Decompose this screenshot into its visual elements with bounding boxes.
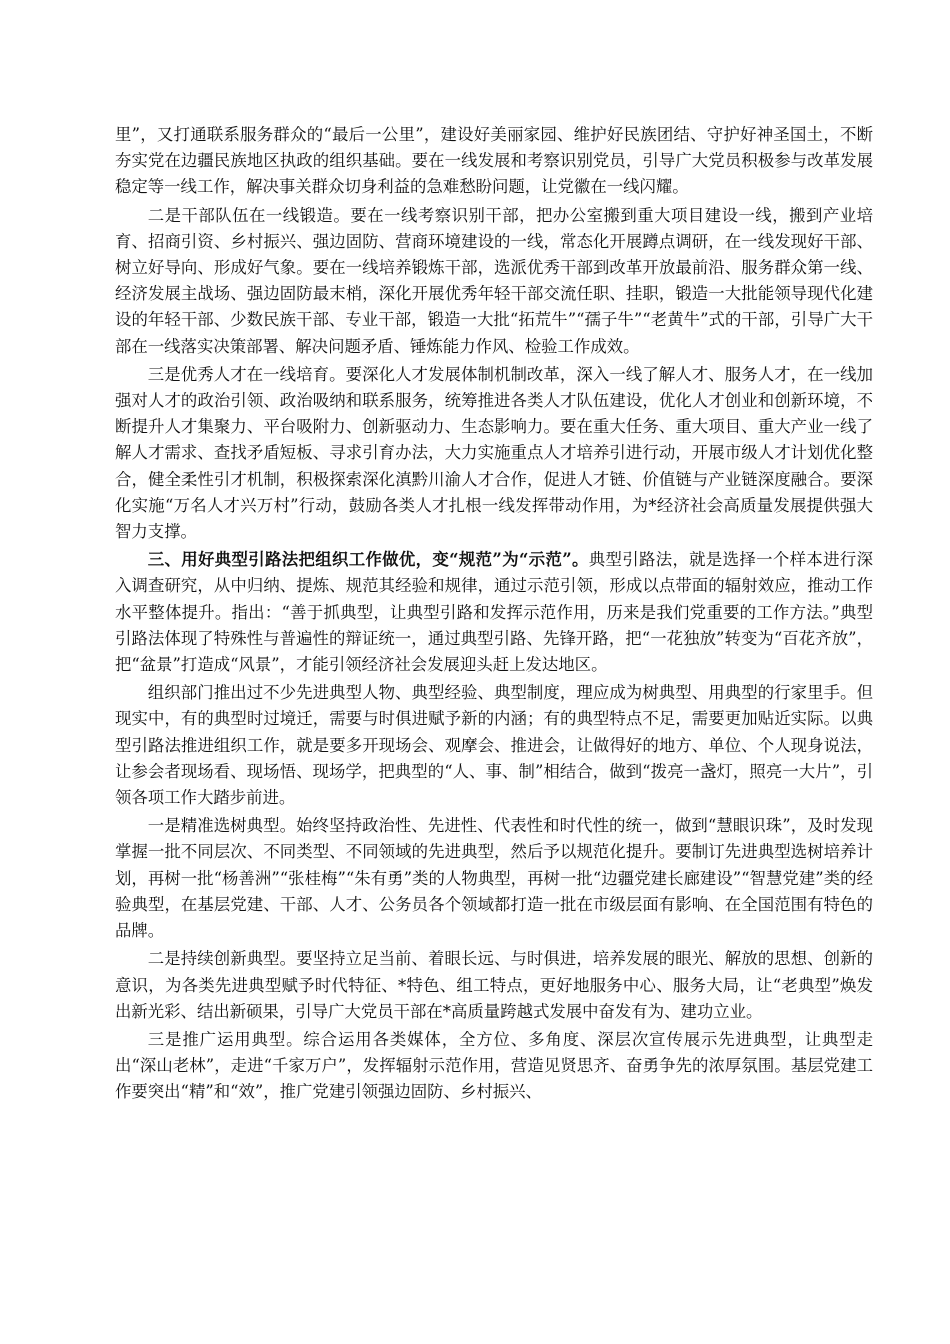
paragraph-innovate-models (115, 946, 873, 1025)
paragraph-organization-dept (115, 680, 873, 811)
document-page (115, 122, 873, 1108)
paragraph-text: 典型引路法，就是选择一个样本进行深入调查研究，从中归纳、提炼、规范其经验和规律，通过示范引领，形成以点带面的辐射效应，推动工作水平整体提升。指出：“善于抓典型，让典型引路和发挥示范作用，历来是我们党重要的工作方法。”典型引路法体现了特殊性与普遍性的辩证统一，通过典型引路、先锋开路，把“一花独放”转变为“百花齐放”，把“盆景”打造成“风景”，才能引领经济社会发展迎头赶上发达地区。 (115, 550, 873, 675)
paragraph-select-models (115, 813, 873, 944)
paragraph-text: 一是精准选树典型。始终坚持政治性、先进性、代表性和时代性的统一，做到“慧眼识珠”，及时发现掌握一批不同层次、不同类型、不同领域的先进典型，然后予以规范化提升。要制订先进典型选树培养计划，再树一批“杨善洲”“张桂梅”“朱有勇”类的人物典型，再树一批“边疆党建长廊建设”“智慧党建”类的经验典型，在基层党建、干部、人才、公务员各个领域都打造一批在市级层面有影响、在全国范围有特色的品牌。 (115, 816, 873, 941)
paragraph-text: 组织部门推出过不少先进典型人物、典型经验、典型制度，理应成为树典型、用典型的行家里手。但现实中，有的典型时过境迁，需要与时俱进赋予新的内涵；有的典型特点不足，需要更加贴近实际。以典型引路法推进组织工作，就是要多开现场会、观摩会、推进会，让做得好的地方、单位、个人现身说法，让参会者现场看、现场悟、现场学，把典型的“人、事、制”相结合，做到“拨亮一盏灯，照亮一大片”，引领各项工作大踏步前进。 (115, 683, 873, 808)
section-heading: 三、用好典型引路法把组织工作做优，变“规范”为“示范”。 (147, 550, 589, 570)
paragraph-continuation (115, 122, 873, 201)
paragraph-text: 三是推广运用典型。综合运用各类媒体，全方位、多角度、深层次宣传展示先进典型，让典型走出“深山老林”，走进“千家万户”，发挥辐射示范作用，营造见贤思齐、奋勇争先的浓厚氛围。基层党建工作要突出“精”和“效”，推广党建引领强边固防、乡村振兴、 (115, 1029, 873, 1102)
paragraph-talent-cultivation (115, 362, 873, 545)
paragraph-text: 二是干部队伍在一线锻造。要在一线考察识别干部，把办公室搬到重大项目建设一线，搬到产业培育、招商引资、乡村振兴、强边固防、营商环境建设的一线，常态化开展蹲点调研，在一线发现好干部、树立好导向、形成好气象。要在一线培养锻炼干部，选派优秀干部到改革开放最前沿、服务群众第一线、经济发展主战场、强边固防最末梢，深化开展优秀年轻干部交流任职、挂职，锻造一大批能领导现代化建设的年轻干部、少数民族干部、专业干部，锻造一大批“拓荒牛”“孺子牛”“老黄牛”式的干部，引导广大干部在一线落实决策部署、解决问题矛盾、锤炼能力作风、检验工作成效。 (115, 205, 873, 356)
paragraph-text: 二是持续创新典型。要坚持立足当前、着眼长远、与时俱进，培养发展的眼光、解放的思想、创新的意识，为各类先进典型赋予时代特征、*特色、组工特点，更好地服务中心、服务大局，让“老典型”焕发出新光彩、结出新硕果，引导广大党员干部在*高质量跨越式发展中奋发有为、建功立业。 (115, 949, 873, 1021)
paragraph-text: 三是优秀人才在一线培育。要深化人才发展体制机制改革，深入一线了解人才、服务人才，在一线加强对人才的政治引领、政治吸纳和联系服务，统筹推进各类人才队伍建设，优化人才创业和创新环境，不断提升人才集聚力、平台吸附力、创新驱动力、生态影响力。要在重大任务、重大项目、重大产业一线了解人才需求、查找矛盾短板、寻求引育办法，大力实施重点人才培养引进行动，开展市级人才计划优化整合，健全柔性引才机制，积极探索深化滇黔川渝人才合作，促进人才链、价值链与产业链深度融合。要深化实施“万名人才兴万村”行动，鼓励各类人才扎根一线发挥带动作用，为*经济社会高质量发展提供强大智力支撑。 (115, 364, 873, 542)
paragraph-text: 里”，又打通联系服务群众的“最后一公里”，建设好美丽家园、维护好民族团结、守护好神圣国土，不断夯实党在边疆民族地区执政的组织基础。要在一线发展和考察识别党员，引导广大党员积极参与改革发展稳定等一线工作，解决事关群众切身利益的急难愁盼问题，让党徽在一线闪耀。 (115, 125, 873, 197)
paragraph-cadre-training (115, 203, 873, 360)
section-heading-paragraph (115, 547, 873, 678)
paragraph-promote-models (115, 1027, 873, 1106)
